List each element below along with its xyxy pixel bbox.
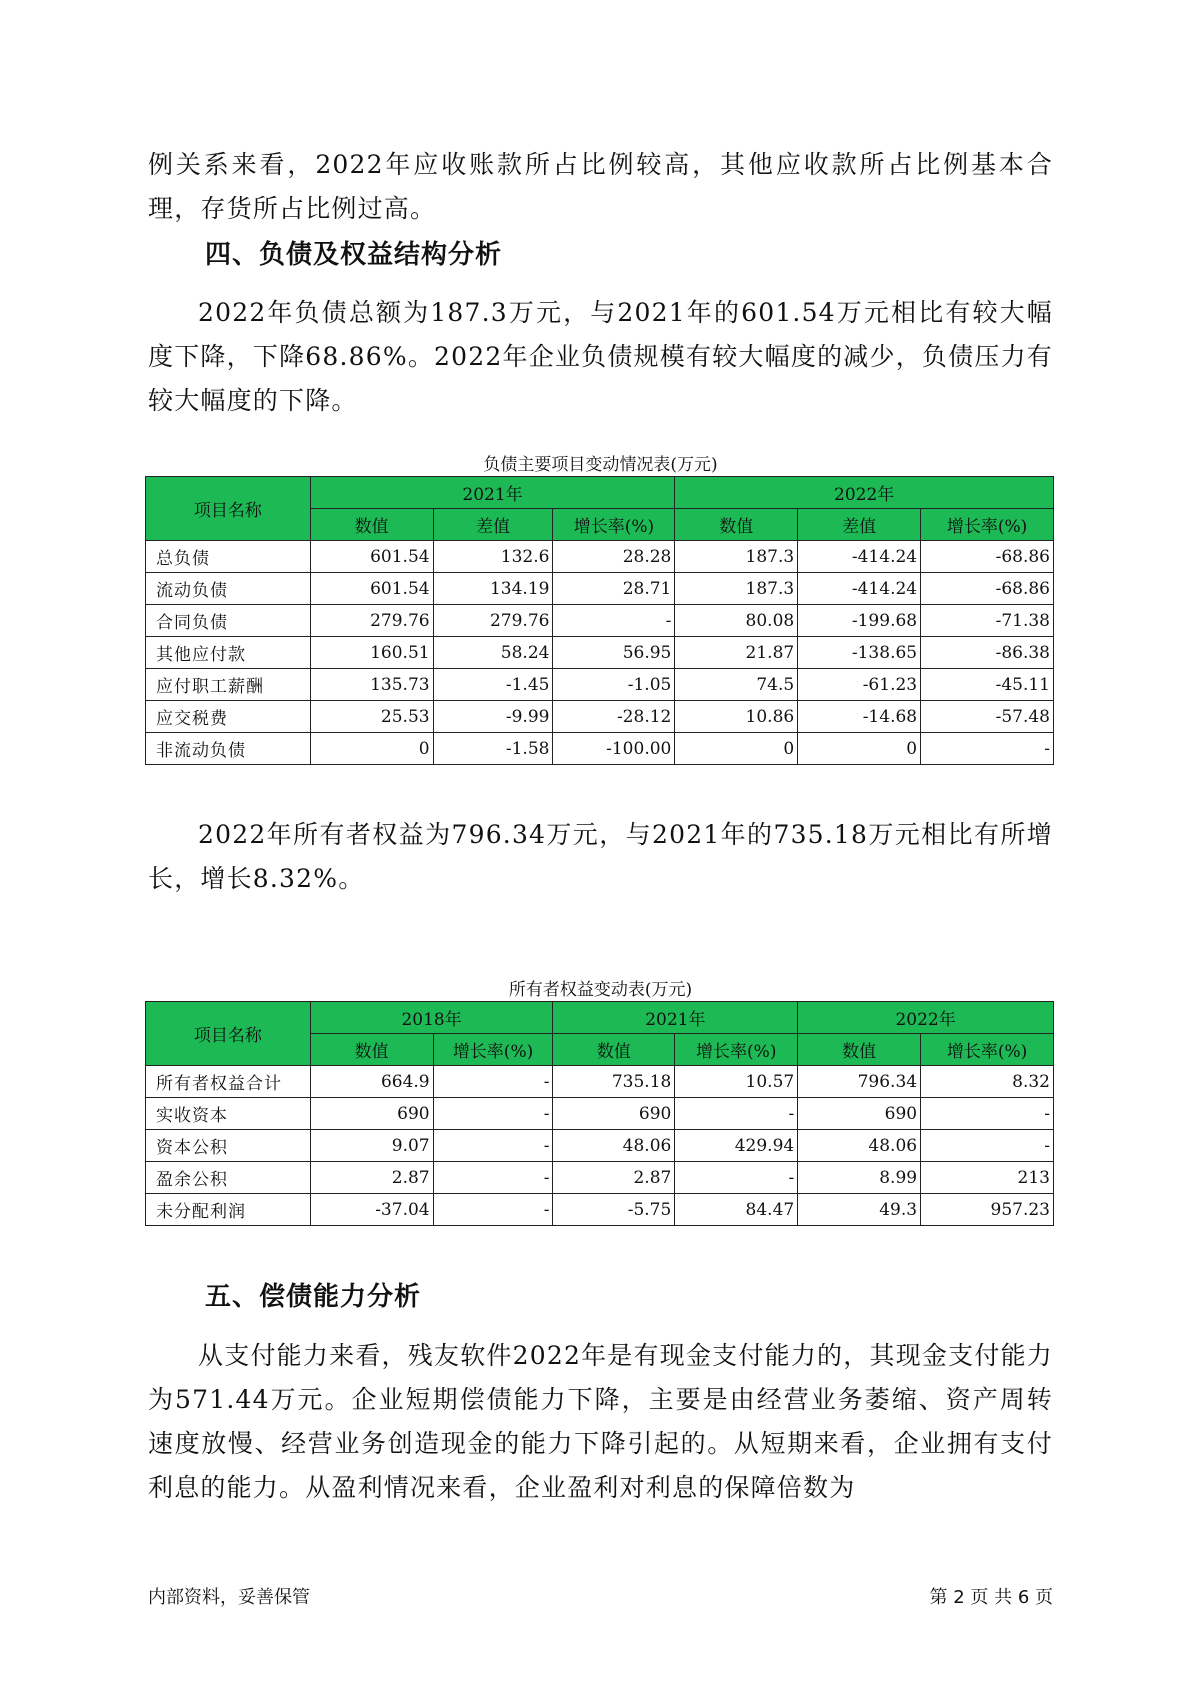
header-year-2021: 2021年 [553,1002,798,1034]
table-cell: -138.65 [798,637,921,669]
header-year-2022: 2022年 [798,1002,1054,1034]
table-cell: - [921,733,1054,765]
table-cell: 601.54 [310,541,433,573]
table-cell: -61.23 [798,669,921,701]
table-cell: 134.19 [433,573,553,605]
row-label: 合同负债 [146,605,311,637]
table-cell: 0 [310,733,433,765]
table-cell: 690 [553,1098,675,1130]
table-cell: 187.3 [675,573,798,605]
table-cell: 429.94 [675,1130,798,1162]
table-row [146,669,1054,701]
subheader-value: 数值 [310,509,433,541]
table-cell: 690 [798,1098,921,1130]
table-row [146,637,1054,669]
table-cell: -199.68 [798,605,921,637]
table-cell: 10.86 [675,701,798,733]
table-cell: 132.6 [433,541,553,573]
table-cell: -45.11 [921,669,1054,701]
subheader-value: 数值 [310,1034,433,1066]
subheader-growth: 增长率(%) [675,1034,798,1066]
paragraph-solvency: 从支付能力来看，残友软件2022年是有现金支付能力的，其现金支付能力为571.44万元。企业短期偿债能力下降，主要是由经营业务萎缩、资产周转速度放慢、经营业务创造现金的能力下降引起的。从短期来看，企业拥有支付利息的能力。从盈利情况来看，企业盈利对利息的保障倍数为 [148,1341,1053,1502]
subheader-value: 数值 [798,1034,921,1066]
table-cell: 8.99 [798,1162,921,1194]
table-row [146,1162,1054,1194]
footer-page-number: 第 2 页 共 6 页 [929,1587,1053,1608]
section-heading-liabilities: 四、负债及权益结构分析 [205,240,503,270]
table-cell: 957.23 [921,1194,1054,1226]
table-cell: 664.9 [310,1066,433,1098]
header-year-2021: 2021年 [310,477,675,509]
table-cell: 25.53 [310,701,433,733]
footer-confidential-note: 内部资料，妥善保管 [148,1587,310,1608]
table-cell: - [433,1162,553,1194]
table-cell: 58.24 [433,637,553,669]
paragraph-asset-ratio: 例关系来看，2022年应收账款所占比例较高，其他应收款所占比例基本合理，存货所占比例过高。 [148,150,1053,223]
table-cell: 160.51 [310,637,433,669]
table-cell: - [675,1098,798,1130]
table-cell: - [433,1098,553,1130]
table-cell: 135.73 [310,669,433,701]
table-cell: 49.3 [798,1194,921,1226]
table-cell: 48.06 [553,1130,675,1162]
section-heading-solvency: 五、偿债能力分析 [205,1282,422,1312]
table-cell: 9.07 [310,1130,433,1162]
table-row [146,573,1054,605]
table-cell: 279.76 [310,605,433,637]
row-label: 流动负债 [146,573,311,605]
table-row [146,701,1054,733]
table-cell: -5.75 [553,1194,675,1226]
header-item-name: 项目名称 [146,1002,311,1066]
table-cell: -71.38 [921,605,1054,637]
table-row [146,1194,1054,1226]
subheader-diff: 差值 [433,509,553,541]
table-cell: 2.87 [310,1162,433,1194]
table-cell: 279.76 [433,605,553,637]
table1-caption: 负债主要项目变动情况表(万元) [483,455,718,475]
table-cell: - [553,605,675,637]
liabilities-table [145,476,1054,765]
table-cell: -414.24 [798,541,921,573]
table-cell: -414.24 [798,573,921,605]
table-cell: - [433,1194,553,1226]
table-cell: - [433,1066,553,1098]
subheader-growth: 增长率(%) [921,509,1054,541]
subheader-growth: 增长率(%) [433,1034,553,1066]
table-cell: -28.12 [553,701,675,733]
subheader-growth: 增长率(%) [921,1034,1054,1066]
table-row [146,605,1054,637]
subheader-diff: 差值 [798,509,921,541]
row-label: 总负债 [146,541,311,573]
table-cell: 187.3 [675,541,798,573]
table-cell: - [433,1130,553,1162]
header-item-name: 项目名称 [146,477,311,541]
table-cell: -1.58 [433,733,553,765]
table-cell: -68.86 [921,573,1054,605]
row-label: 实收资本 [146,1098,311,1130]
table-cell: -14.68 [798,701,921,733]
row-label: 盈余公积 [146,1162,311,1194]
row-label: 非流动负债 [146,733,311,765]
table-cell: 48.06 [798,1130,921,1162]
table-cell: 0 [675,733,798,765]
table-row [146,1098,1054,1130]
table-cell: 2.87 [553,1162,675,1194]
paragraph-equity: 2022年所有者权益为796.34万元，与2021年的735.18万元相比有所增长，增长8.32%。 [148,820,1053,893]
table-cell: -57.48 [921,701,1054,733]
table-cell: 84.47 [675,1194,798,1226]
paragraph-liabilities: 2022年负债总额为187.3万元，与2021年的601.54万元相比有较大幅度下降，下降68.86%。2022年企业负债规模有较大幅度的减少，负债压力有较大幅度的下降。 [148,298,1053,415]
table-cell: 0 [798,733,921,765]
table-cell: 8.32 [921,1066,1054,1098]
table-row [146,1130,1054,1162]
table2-caption: 所有者权益变动表(万元) [508,980,693,1000]
row-label: 其他应付款 [146,637,311,669]
table-cell: - [921,1130,1054,1162]
table-cell: -9.99 [433,701,553,733]
table-row [146,733,1054,765]
table-cell: 56.95 [553,637,675,669]
table-cell: 796.34 [798,1066,921,1098]
subheader-value: 数值 [553,1034,675,1066]
table-cell: 735.18 [553,1066,675,1098]
table-cell: - [675,1162,798,1194]
table-cell: 74.5 [675,669,798,701]
table-cell: -37.04 [310,1194,433,1226]
table-row [146,1066,1054,1098]
table-cell: 21.87 [675,637,798,669]
row-label: 应付职工薪酬 [146,669,311,701]
table-cell: 28.71 [553,573,675,605]
equity-table [145,1001,1054,1226]
subheader-value: 数值 [675,509,798,541]
row-label: 资本公积 [146,1130,311,1162]
table-cell: -100.00 [553,733,675,765]
table-cell: 10.57 [675,1066,798,1098]
table-row [146,541,1054,573]
table-cell: -1.05 [553,669,675,701]
table-cell: 28.28 [553,541,675,573]
table-cell: -68.86 [921,541,1054,573]
subheader-growth: 增长率(%) [553,509,675,541]
table-cell: 213 [921,1162,1054,1194]
header-year-2018: 2018年 [310,1002,553,1034]
header-year-2022: 2022年 [675,477,1054,509]
table-cell: 601.54 [310,573,433,605]
row-label: 未分配利润 [146,1194,311,1226]
row-label: 应交税费 [146,701,311,733]
table-cell: -86.38 [921,637,1054,669]
table-cell: - [921,1098,1054,1130]
table-cell: 690 [310,1098,433,1130]
table-cell: -1.45 [433,669,553,701]
row-label: 所有者权益合计 [146,1066,311,1098]
table-cell: 80.08 [675,605,798,637]
